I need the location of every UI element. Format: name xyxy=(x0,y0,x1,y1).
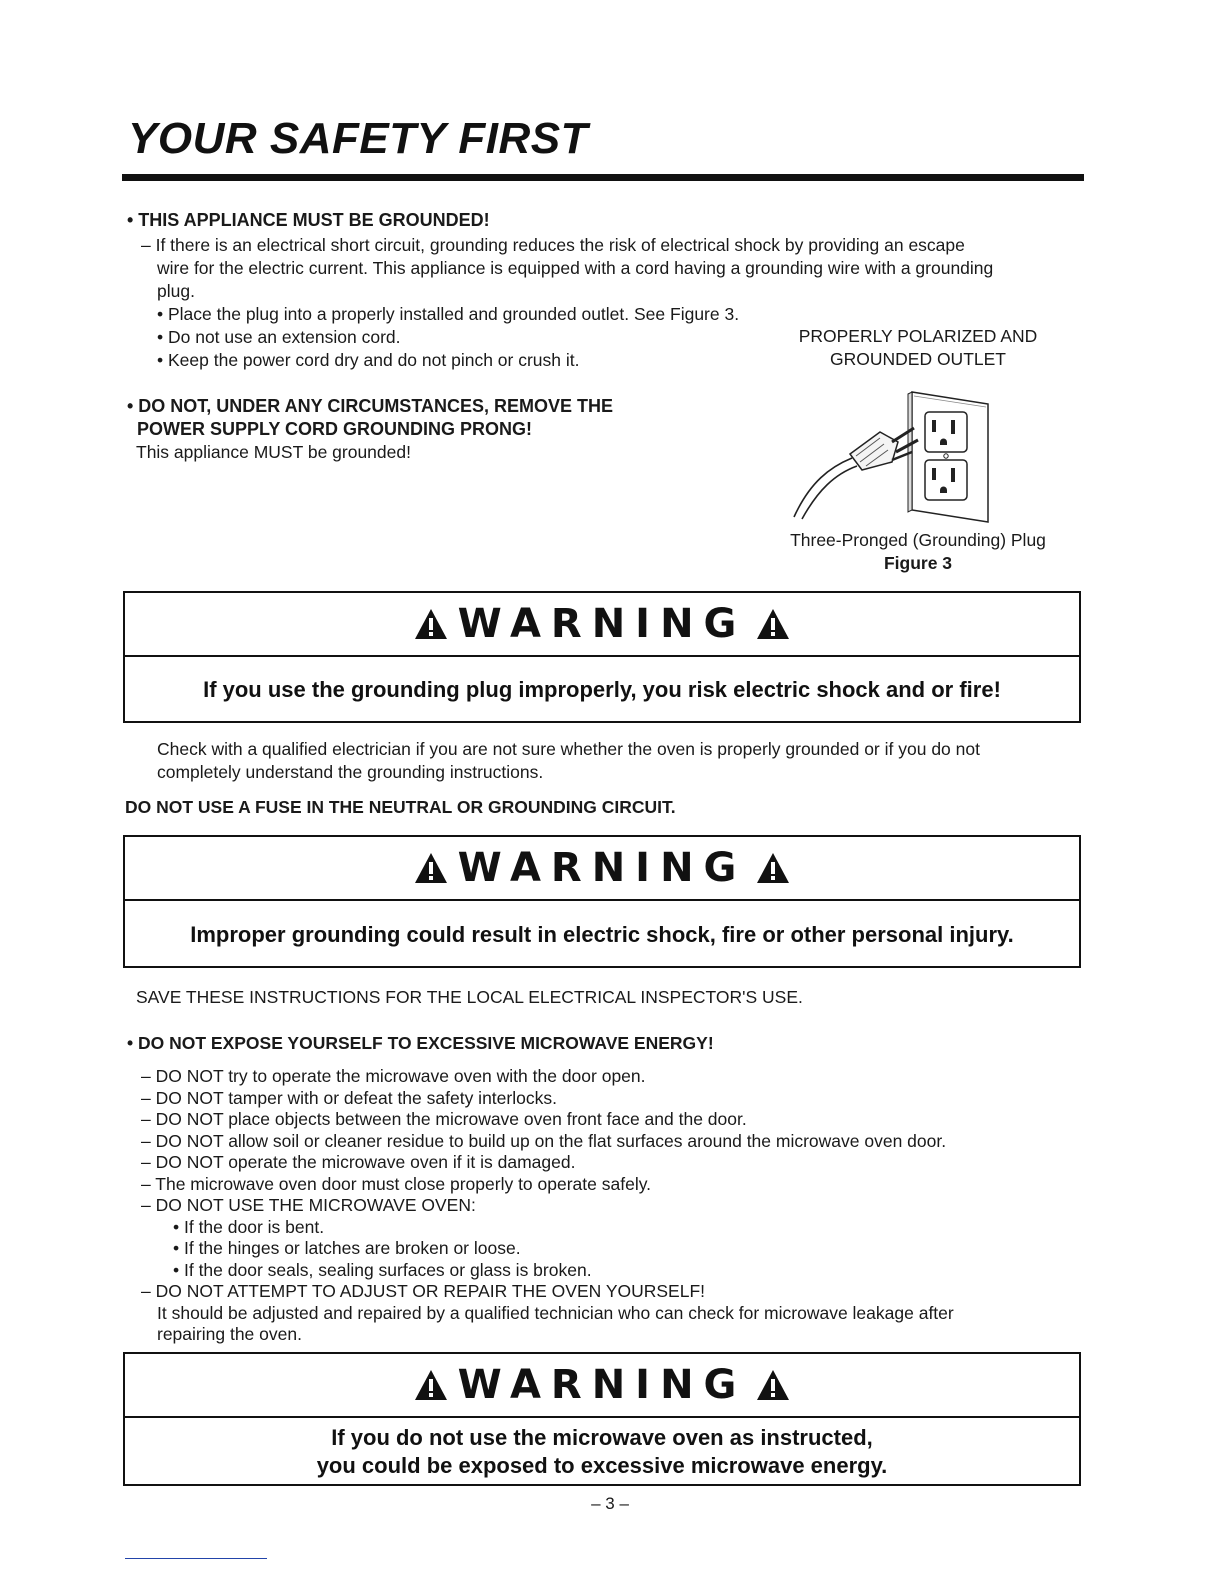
figure-label-line1: PROPERLY POLARIZED AND xyxy=(798,326,1038,346)
warning-triangle-icon xyxy=(414,607,448,641)
warning-text-3-line2: you could be exposed to excessive microwave energy. xyxy=(316,1453,888,1478)
grounded-heading: • THIS APPLIANCE MUST BE GROUNDED! xyxy=(127,210,490,230)
microwave-item-note: It should be adjusted and repaired by a qualified technician who can check for microwave leakage after xyxy=(157,1302,954,1323)
warning-triangle-icon xyxy=(414,1368,448,1402)
warning-text-3-line1: If you do not use the microwave oven as instructed, xyxy=(331,1425,873,1450)
grounded-bullet-1: • Place the plug into a properly installed and grounded outlet. See Figure 3. xyxy=(157,304,740,324)
microwave-subitem: • If the door is bent. xyxy=(173,1216,325,1237)
warning-body-1 xyxy=(125,657,1079,723)
microwave-item-note: repairing the oven. xyxy=(157,1324,302,1344)
warning-header-2 xyxy=(125,837,1079,901)
grounded-bullet-2: • Do not use an extension cord. xyxy=(157,327,401,347)
fuse-notice: DO NOT USE A FUSE IN THE NEUTRAL OR GROUNDING CIRCUIT. xyxy=(125,797,676,817)
warning-title: WARNING xyxy=(457,601,747,647)
warning-triangle-icon xyxy=(756,851,790,885)
warning-triangle-icon xyxy=(414,851,448,885)
grounded-intro-line1: – If there is an electrical short circuit, grounding reduces the risk of electrical shock by providing an escape xyxy=(141,235,965,255)
warning-body-3 xyxy=(125,1418,1079,1486)
warning-header-1 xyxy=(125,593,1079,657)
warning-header-3 xyxy=(125,1354,1079,1418)
microwave-subitem: • If the door seals, sealing surfaces or glass is broken. xyxy=(173,1259,592,1280)
warning-box-3 xyxy=(123,1352,1081,1486)
figure-caption: Three-Pronged (Grounding) Plug xyxy=(790,530,1046,550)
microwave-item: – The microwave oven door must close properly to operate safely. xyxy=(141,1173,652,1194)
microwave-item: – DO NOT try to operate the microwave oven with the door open. xyxy=(141,1066,646,1086)
grounded-intro-line3: plug. xyxy=(157,281,195,301)
warning-box-1 xyxy=(123,591,1081,723)
warning-text-2: Improper grounding could result in electric shock, fire or other personal injury. xyxy=(190,921,1014,947)
save-instructions: SAVE THESE INSTRUCTIONS FOR THE LOCAL ELECTRICAL INSPECTOR'S USE. xyxy=(136,987,803,1007)
microwave-item: – DO NOT USE THE MICROWAVE OVEN: xyxy=(141,1195,476,1215)
prong-heading-line2: POWER SUPPLY CORD GROUNDING PRONG! xyxy=(137,419,533,439)
grounded-bullet-3: • Keep the power cord dry and do not pinch or crush it. xyxy=(157,350,580,370)
footer-line xyxy=(125,1558,267,1559)
grounded-outlet-plug-illustration xyxy=(780,382,1000,527)
warning-title: WARNING xyxy=(457,845,747,891)
prong-heading-line1: • DO NOT, UNDER ANY CIRCUMSTANCES, REMOVE THE xyxy=(127,396,613,416)
microwave-item: – DO NOT place objects between the microwave oven front face and the door. xyxy=(141,1109,747,1129)
page-number: – 3 – xyxy=(591,1494,629,1513)
warning-title: WARNING xyxy=(457,1362,747,1408)
warning-box-2 xyxy=(123,835,1081,968)
microwave-item: – DO NOT ATTEMPT TO ADJUST OR REPAIR THE OVEN YOURSELF! xyxy=(141,1281,706,1301)
warning-triangle-icon xyxy=(756,607,790,641)
warning-body-2 xyxy=(125,901,1079,968)
title-rule xyxy=(122,174,1084,181)
microwave-items xyxy=(141,1066,954,1346)
warning-text-1: If you use the grounding plug improperly, you risk electric shock and or fire! xyxy=(203,677,1001,702)
microwave-item: – DO NOT allow soil or cleaner residue to build up on the flat surfaces around the microwave oven door. xyxy=(141,1130,947,1151)
warning-triangle-icon xyxy=(756,1368,790,1402)
page-title: YOUR SAFETY FIRST xyxy=(128,114,588,163)
microwave-item: – DO NOT tamper with or defeat the safety interlocks. xyxy=(141,1087,557,1108)
check-line1: Check with a qualified electrician if you are not sure whether the oven is properly grounded or if you do not xyxy=(157,739,980,759)
microwave-subitem: • If the hinges or latches are broken or loose. xyxy=(173,1238,521,1258)
figure-label-line2: GROUNDED OUTLET xyxy=(830,349,1006,369)
microwave-item: – DO NOT operate the microwave oven if it is damaged. xyxy=(141,1152,576,1172)
grounded-intro-line2: wire for the electric current. This appliance is equipped with a cord having a grounding wire with a grounding xyxy=(157,258,994,278)
microwave-heading: • DO NOT EXPOSE YOURSELF TO EXCESSIVE MICROWAVE ENERGY! xyxy=(127,1033,714,1053)
prong-note: This appliance MUST be grounded! xyxy=(136,442,411,462)
check-line2: completely understand the grounding instructions. xyxy=(157,762,544,782)
figure-number: Figure 3 xyxy=(883,553,953,573)
